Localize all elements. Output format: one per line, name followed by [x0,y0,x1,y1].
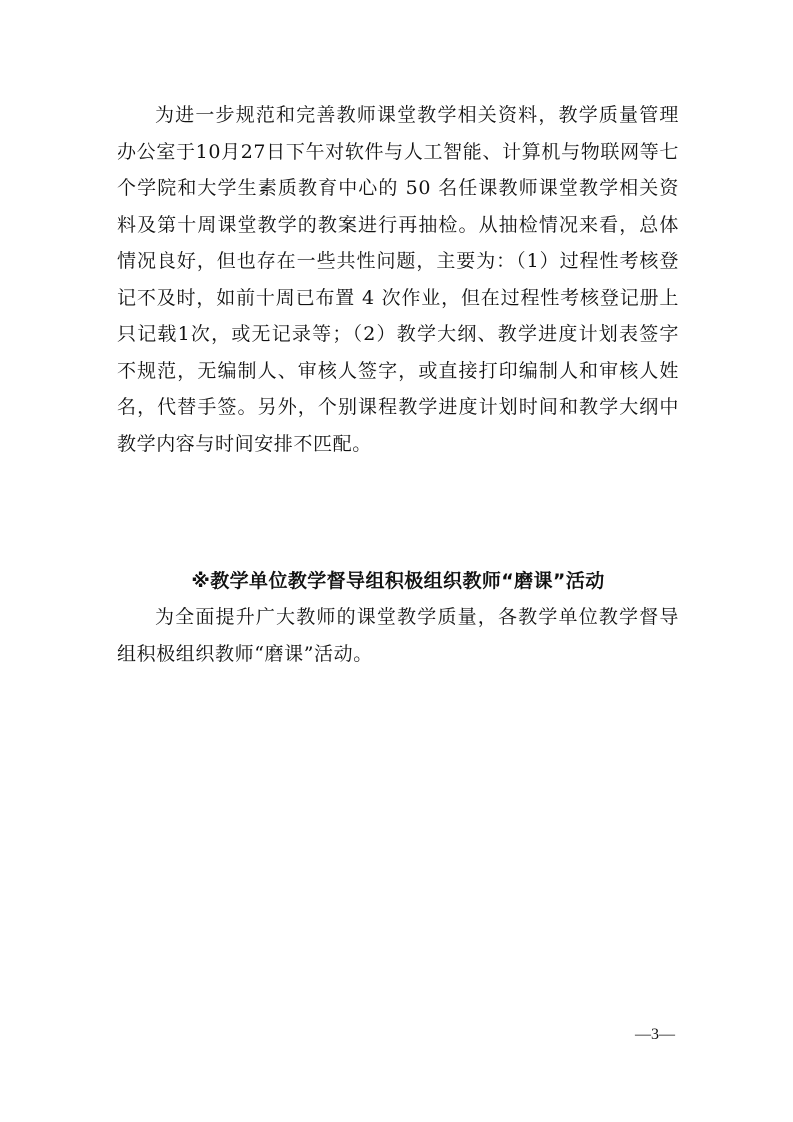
body-paragraph-lesson-polishing: 为全面提升广大教师的课堂教学质量，各教学单位教学督导组积极组织教师“磨课”活动。 [117,606,679,665]
body-paragraph-inspection: 为进一步规范和完善教师课堂教学相关资料，教学质量管理办公室于10月27日下午对软件与人工智能、计算机与物联网等七个学院和大学生素质教育中心的 50 名任课教师课堂教学相关资料及第十周课堂教学的教案进行再抽检。从抽检情况来看，总体情况良好，但也存在一些共性问题，主要为：（1）过程性考核登记不及时，如前十周已布置 4 次作业，但在过程性考核登记册上只记载1次，或无记录等；（2）教学大纲、教学进度计划表签字不规范，无编制人、审核人签字，或直接打印编制人和审核人姓名，代替手签。另外，个别课程教学进度计划时间和教学大纲中教学内容与时间安排不匹配。 [117,104,679,455]
section-heading: ※教学单位教学督导组积极组织教师“磨课”活动 [191,570,605,592]
page-number: —3— [635,1026,675,1043]
